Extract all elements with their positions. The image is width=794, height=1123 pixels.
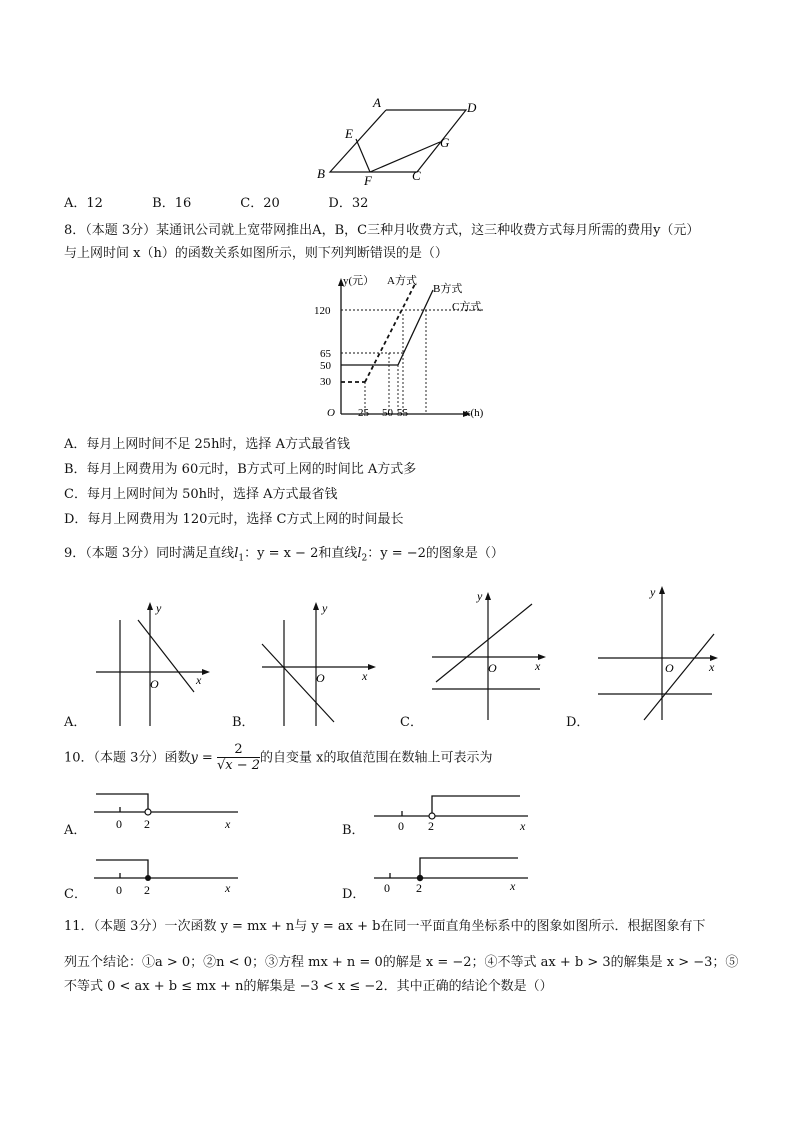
y-tick-30: 30	[320, 376, 331, 388]
vertex-label-b: B	[317, 166, 325, 181]
q10-option-d[interactable]: D．	[342, 887, 366, 902]
q9-l1: l	[234, 546, 239, 561]
axis-label-x: x	[510, 879, 516, 893]
q10-stem	[64, 743, 492, 775]
q9a-origin: O	[150, 677, 159, 691]
q10-prefix: 10．（本题 3分）函数	[64, 750, 191, 766]
q9d-y-label: y	[650, 585, 656, 599]
series-label-c: C方式	[452, 301, 482, 313]
q9-stem	[64, 545, 504, 568]
open-dot	[145, 809, 151, 815]
closed-dot	[145, 875, 151, 881]
vertex-label-c: C	[412, 168, 421, 183]
q9-prefix: 9．（本题 3分）同时满足直线	[64, 546, 235, 561]
q8-stem-line2: 与上网时间 x（h）的函数关系如图所示，则下列判断错误的是（）	[64, 246, 448, 261]
q10-option-c[interactable]: C．	[64, 887, 87, 902]
vertex-label-f: F	[364, 173, 372, 188]
tick-label-0: 0	[116, 817, 122, 831]
q7-option-c[interactable]: C．20	[240, 196, 280, 211]
vertex-label-e: E	[345, 126, 353, 141]
vertex-label-a: A	[373, 95, 381, 110]
q9b-x-label: x	[362, 669, 368, 683]
q11-stem-line2: 列五个结论：①a > 0；②n < 0；③方程 mx + n = 0的解是 x = −2；④不等式 ax + b > 3的解集是 x > −3；⑤	[64, 955, 739, 970]
q7-parallelogram-figure	[300, 92, 500, 190]
axis-label-x: x	[520, 819, 526, 832]
q9b-y-label: y	[322, 601, 328, 615]
q8-option-b[interactable]: B．每月上网费用为 60元时，B方式可上网的时间比 A方式多	[64, 462, 417, 477]
q10-numberline-c	[92, 856, 242, 898]
x-axis-label: x(h)	[465, 407, 484, 419]
q7-option-a[interactable]: A．12	[64, 196, 103, 211]
q9-option-a[interactable]: A．	[64, 715, 87, 730]
q9-graph-d	[594, 582, 724, 722]
x-tick-55: 55	[397, 407, 408, 419]
q9c-origin: O	[488, 661, 497, 675]
q9a-x-label: x	[196, 673, 202, 687]
q10-numberline-a	[92, 790, 242, 832]
q9-option-d[interactable]: D．	[566, 715, 590, 730]
q10-numerator: 2	[217, 743, 260, 758]
tick-label-2: 2	[428, 819, 434, 832]
q10-numberline-d	[372, 852, 532, 898]
q9d-x-label: x	[709, 660, 715, 674]
q10-denominator: √x − 2	[216, 758, 261, 773]
q9-option-c[interactable]: C．	[400, 715, 423, 730]
y-tick-65: 65	[320, 348, 331, 360]
q10-fraction	[217, 743, 260, 773]
vertex-label-g: G	[440, 135, 450, 150]
q10-func-y: y =	[190, 750, 213, 766]
tick-label-0: 0	[398, 819, 404, 832]
q7-option-d[interactable]: D．32	[328, 196, 369, 211]
q8-option-c[interactable]: C．每月上网时间为 50h时，选择 A方式最省钱	[64, 487, 338, 502]
q10-option-a[interactable]: A．	[64, 823, 87, 838]
q9c-x-label: x	[535, 659, 541, 673]
y-tick-120: 120	[314, 305, 331, 317]
axis-label-x: x	[225, 817, 231, 831]
q9d-origin: O	[665, 661, 674, 675]
tick-label-0: 0	[384, 881, 390, 895]
q7-option-b[interactable]: B．16	[152, 196, 192, 211]
series-label-b: B方式	[433, 283, 463, 295]
q9-l1-sub: 1	[238, 553, 245, 564]
q9-graph-c	[428, 588, 552, 722]
q8-option-a[interactable]: A．每月上网时间不足 25h时，选择 A方式最省钱	[64, 437, 350, 452]
q9-option-b[interactable]: B．	[232, 715, 255, 730]
q9c-y-label: y	[477, 589, 483, 603]
tick-label-2: 2	[144, 883, 150, 897]
y-axis-label: y(元）	[343, 275, 375, 287]
tick-label-0: 0	[116, 883, 122, 897]
q8-option-d[interactable]: D．每月上网费用为 120元时，选择 C方式上网的时间最长	[64, 512, 404, 527]
chart-origin-label: O	[327, 407, 335, 419]
tick-label-2: 2	[144, 817, 150, 831]
q9-graph-b	[258, 600, 378, 728]
x-tick-50: 50	[382, 407, 393, 419]
q9a-y-label: y	[156, 601, 162, 615]
q9-l2: l	[357, 546, 362, 561]
q11-stem-line3: 不等式 0 < ax + b ≤ mx + n的解集是 −3 < x ≤ −2．其中正确的结论个数是（）	[64, 979, 553, 994]
q9-eq2: ：y = −2的图象是（）	[367, 546, 504, 561]
q11-stem-line1: 11．（本题 3分）一次函数 y = mx + n与 y = ax + b在同一平面直角坐标系中的图象如图所示．根据图象有下	[64, 919, 706, 934]
q9-l2-sub: 2	[361, 553, 368, 564]
q10-option-b[interactable]: B．	[342, 823, 365, 838]
q7-options	[64, 195, 412, 213]
vertex-label-d: D	[467, 100, 477, 115]
q10-suffix: 的自变量 x的取值范围在数轴上可表示为	[260, 750, 493, 766]
q8-stem-line1: 8．（本题 3分）某通讯公司就上宽带网推出A，B，C三种月收费方式，这三种收费方式每月所需的费用y（元）	[64, 223, 700, 238]
q9-graph-a	[92, 600, 212, 728]
tick-label-2: 2	[416, 881, 422, 895]
axis-label-x: x	[225, 881, 231, 895]
series-a-slope	[365, 284, 415, 382]
y-tick-50: 50	[320, 360, 331, 372]
x-tick-25: 25	[358, 407, 369, 419]
series-label-a: A方式	[387, 275, 417, 287]
q9-eq1: ：y = x − 2和直线	[244, 546, 358, 561]
q9b-origin: O	[316, 671, 325, 685]
q10-numberline-b	[372, 790, 532, 832]
q8-fee-chart	[305, 270, 495, 420]
